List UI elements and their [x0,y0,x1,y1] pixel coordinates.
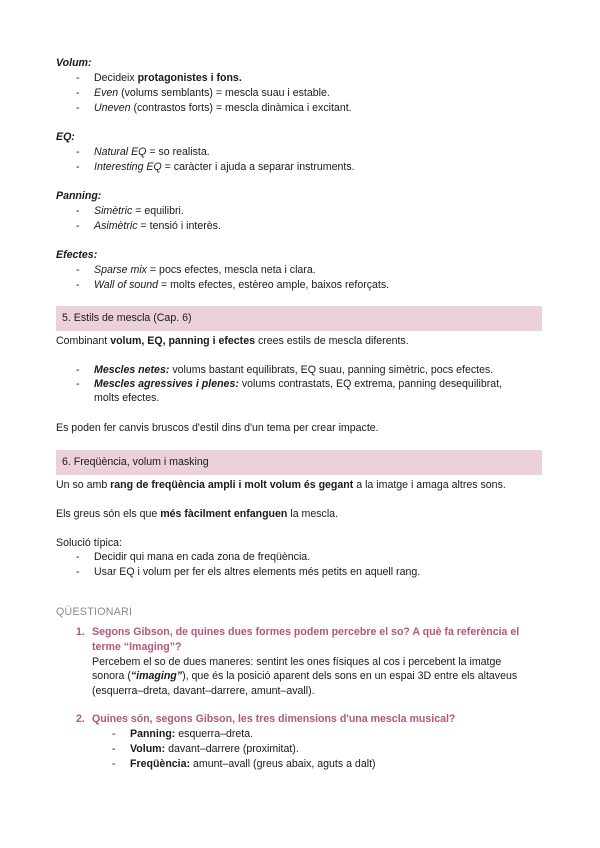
question-1-number: 1. [76,626,85,638]
bullet-dash: - [76,87,80,99]
dimension-item-volum: Volum: davant–darrere (proximitat). [130,743,299,755]
panning-item-1: Simètric = equilibri. [94,205,184,217]
question-1-line-2: terme “Imaging”? [92,641,182,653]
section-5-intro: Combinant volum, EQ, panning i efectes crees estils de mescla diferents. [56,335,409,347]
section-6-title: 6. Freqüència, volum i masking [62,456,209,468]
section-6-p1: Un so amb rang de freqüència ampli i molt volum és gegant a la imatge i amaga altres sons. [56,479,506,491]
bullet-dash: - [76,161,80,173]
bullet-dash: - [76,102,80,114]
eq-item-1: Natural EQ = so realista. [94,146,210,158]
bullet-dash: - [76,364,80,376]
efectes-item-1: Sparse mix = pocs efectes, mescla neta i clara. [94,264,316,276]
efectes-item-2: Wall of sound = molts efectes, estèreo ample, baixos reforçats. [94,279,390,291]
bullet-dash: - [76,205,80,217]
solucio-item-2: Usar EQ i volum per fer els altres elements més petits en aquell rang. [94,566,421,578]
bullet-dash: - [76,378,80,390]
bullet-dash: - [76,72,80,84]
bullet-dash: - [76,146,80,158]
efectes-heading: Efectes: [56,249,98,261]
question-1-line-1: Segons Gibson, de quines dues formes podem percebre el so? A què fa referència el [92,626,520,638]
questionari-heading: QÜESTIONARI [56,606,133,618]
bullet-dash: - [76,551,80,563]
eq-heading: EQ: [56,131,75,143]
volum-item-1: Decideix protagonistes i fons. [94,72,242,84]
bullet-dash: - [76,566,80,578]
section-5-note: Es poden fer canvis bruscos d'estil dins d'un tema per crear impacte. [56,422,379,434]
dimension-item-panning: Panning: esquerra–dreta. [130,728,254,740]
mescles-netes-item: Mescles netes: volums bastant equilibrats, EQ suau, panning simètric, pocs efectes. [94,364,494,376]
panning-heading: Panning: [56,190,102,202]
panning-item-2: Asimètric = tensió i interès. [94,220,221,232]
volum-heading: Volum: [56,57,92,69]
answer-1-line-3: (esquerra–dreta, davant–darrere, amunt–avall). [92,685,315,697]
section-6-heading-bar [56,450,542,475]
bullet-dash: - [112,728,116,740]
mescles-agressives-item-cont: molts efectes. [94,392,160,404]
section-5-title: 5. Estils de mescla (Cap. 6) [62,312,192,324]
volum-item-3: Uneven (contrastos forts) = mescla dinàmica i excitant. [94,102,352,114]
bullet-dash: - [76,279,80,291]
bullet-dash: - [76,220,80,232]
solucio-item-1: Decidir qui mana en cada zona de freqüència. [94,551,311,563]
bullet-dash: - [76,264,80,276]
eq-item-2: Interesting EQ = caràcter i ajuda a separar instruments. [94,161,355,173]
answer-1-line-1: Percebem el so de dues maneres: sentint les ones físiques al cos i percebent la imatge [92,656,502,668]
solucio-label: Solució típica: [56,537,122,549]
section-6-p2: Els greus són els que més fàcilment enfanguen la mescla. [56,508,339,520]
mescles-agressives-item: Mescles agressives i plenes: volums contrastats, EQ extrema, panning desequilibrat, [94,378,503,390]
dimension-item-frequencia: Freqüència: amunt–avall (greus abaix, aguts a dalt) [130,758,376,770]
question-2-number: 2. [76,713,85,725]
question-2-line-1: Quines són, segons Gibson, les tres dimensions d'una mescla musical? [92,713,456,725]
volum-item-2: Even (volums semblants) = mescla suau i estable. [94,87,330,99]
bullet-dash: - [112,758,116,770]
section-5-heading-bar [56,306,542,331]
answer-1-line-2: sonora (“imaging”), que és la posició aparent dels sons en un espai 3D entre els altaveus [92,670,518,682]
bullet-dash: - [112,743,116,755]
